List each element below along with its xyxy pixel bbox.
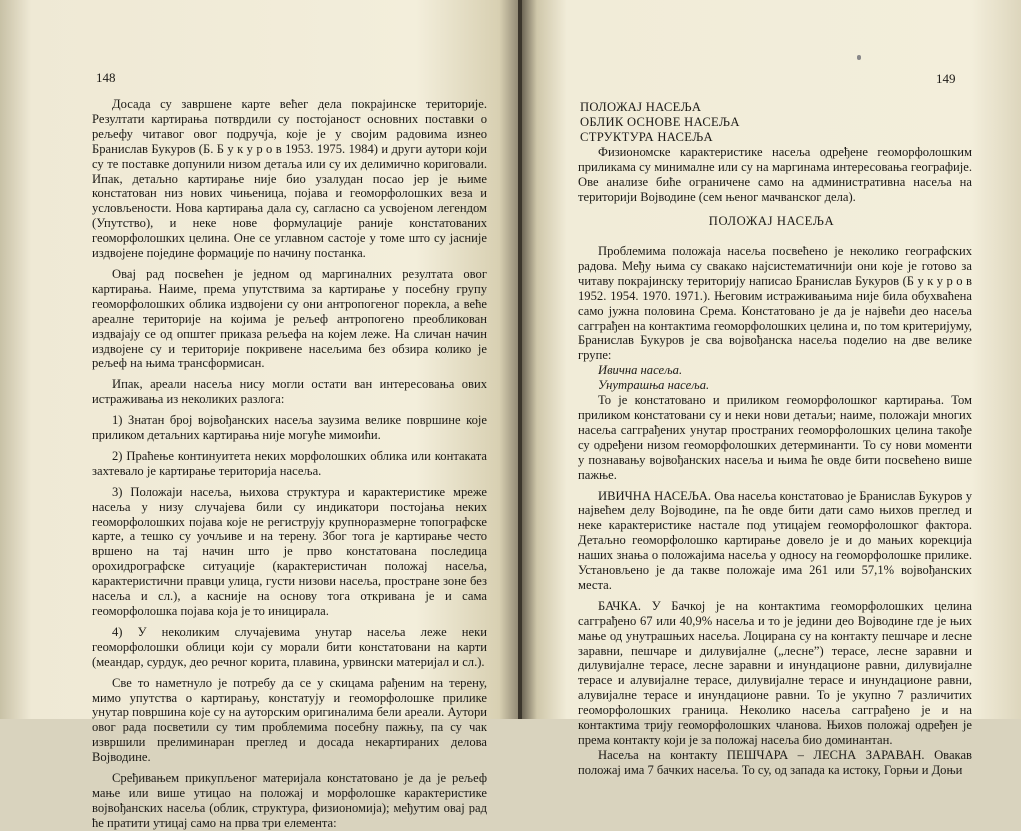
heading: ОБЛИК ОСНОВЕ НАСЕЉА: [580, 115, 740, 129]
page-number: 148: [96, 70, 116, 85]
paragraph: Физиономске карактеристике насеља одређене геоморфолошким приликама су минималне или су на маргинама интересовања географије. Ове анализе биће ограничене само на административна насеља на територији Војводине (сем њеног мачванског дела).: [578, 145, 972, 204]
heading: СТРУКТУРА НАСЕЉА: [580, 130, 713, 144]
intro-text: [578, 145, 972, 205]
left-body-text: [92, 97, 487, 831]
paragraph: Све то наметнуло је потребу да се у скицама рађеним на терену, мимо упутства о картирању, констатују и геоморфолошке прилике унутар површина које су на ауторским оригиналима бели ареали. Аутори овог рада посветили су тим проблемима посебну пажњу, па су чак извршили прелиминаран преглед и досада некартираних делова Војводине.: [92, 675, 487, 765]
list-item: Унутрашња насеља.: [598, 378, 710, 393]
list-item: 3) Положаји насеља, њихова структура и карактеристике мреже насеља у низу случајева били су индикатори постојања неких геоморфолошких појава које не региструју крупноразмерне топографске карте, а тешко су уочљиве и на терену. Због тога је картирање често вршено на тај начин што је прво констатована последица орохидрографске ситуације (карактеристичан положај насеља, карактеристични правци улица, густи низови насеља, простране зоне без насеља и сл.), а касније на основу тога откривана је и сама геоморфолошка појава која је то иницирала.: [92, 484, 487, 618]
list-item: 1) Знатан број војвођанских насеља заузима велике површине које приликом детаљних картирања није могуће мимоићи.: [92, 413, 487, 443]
paragraph: Досада су завршене карте већег дела покрајинске територије. Резултати картирања потврдили су постојаност основних поставки о рељефу читавог овог подручја, које је у својим радовима изнео Бранислав Букуров (Б. Б у к у р о в 1953. 1975. 1984) и други аутори који су те поставке допунили низом детаља или су их делимично кориговали. Ипак, детаљно картирање није био узалудан посао јер је њиме констатован низ нових чињеница, појава и геоморфолошких веза и условљености. Нова картирања дала су, сагласно са усвојеном легендом (Упутство), и неке нове формулације раније констатованих геоморфолошких целина. Оне се углавном састоје у томе што су јасније издвојене поједине формације по начину постанка.: [92, 97, 487, 261]
right-page: [522, 0, 1021, 777]
right-body-text: [578, 244, 972, 778]
heading: ПОЛОЖАЈ НАСЕЉА: [580, 100, 702, 114]
paragraph: Сређивањем прикупљеног материјала констатовано је да је рељеф мање или више утицао на положај и морфолошке карактеристике војвођанских насеља (облик, структура, физиономија); међутим овај рад ће пратити утицај само на прва три елемента:: [92, 771, 487, 830]
paragraph: Овај рад посвећен је једном од маргиналних резултата овог картирања. Наиме, према упутствима за картирање у посебну групу геоморфолошких облика издвојени су они антропогеног порекла, а веће ареалне територије на којима је рељеф антропогено преобликован издвајају се од општег приказа рељефа на којем леже. На сличан начин издвојене су и територије покривене насељима без обзира колико је рељеф на њима трансформисан.: [92, 266, 487, 371]
paragraph: БАЧКА. У Бачкој је на контактима геоморфолошких целина сагграђено 67 или 40,9% насеља и то је једини део Војводине где је њих мање од унутрашњих насеља. Лоцирана су на контакту пешчаре и лесне заравни, пешчаре и дилувијалне („лесне”) терасе, лесне заравни и дилувијалне терасе, лесне заравни и инундационе равни, дилувијалне терасе и алувијалне терасе, дилувијалне терасе и инундационе равни, алувијалне терасе и инундационе равни. То је укупно 7 различитих геоморфолошких граница. Неколико насеља сагграђено је и на контактима трију геоморфолошких чланова. Њихов положај одређен је према контакту који је за положај насеља био доминантан.: [578, 598, 972, 747]
list-item: Ивична насеља.: [598, 363, 683, 378]
paragraph: ИВИЧНА НАСЕЉА. Ова насеља констатовао је Бранислав Букуров у највећем делу Војводине, па ће овде бити дати само њихов преглед и неке карактеристике настале под утицајем геоморфолошког фактора. Детаљно геоморфолошко картирање довело је и до мањих корекција наших знања о положајима насеља у односу на геоморфолошке прилике. Установљено је да таквe положаје има 261 или 57,1% војвођанских места.: [578, 488, 972, 592]
section-title: ПОЛОЖАЈ НАСЕЉА: [708, 214, 835, 228]
paragraph: Ипак, ареали насеља нису могли остати ван интересовања ових истраживања из неколиких разлога:: [92, 377, 487, 407]
paragraph: То је констатовано и приликом геоморфолошког картирања. Том приликом констатовани су и неки нови детаљи; наиме, положаји многих насеља сагграђених унутар пространих геоморфолошких целина такође су одређени низом геоморфолошких детерминанти. То су нови моменти у познавању војвођанских насеља и њима ће овде бити посвећено више пажње.: [578, 393, 972, 482]
paragraph: Насеља на контакту ПЕШЧАРА – ЛЕСНА ЗАРАВАН. Овакав положај има 7 бачких насеља. То су, од запада ка истоку, Горњи и Доњи: [578, 747, 972, 777]
page-number: 149: [936, 71, 956, 86]
paper-mark: [857, 55, 861, 60]
list-item: 2) Праћење континуитета неких морфолошких облика или контаката захтевало је картирање територија насеља.: [92, 448, 487, 478]
chapter-headings: [580, 100, 740, 145]
list-item: 4) У неколиким случајевима унутар насеља леже неки геоморфолошки облици који су морали бити констатовани на карти (меандар, сурдук, део речног корита, плавина, урвински материјал и сл.).: [92, 624, 487, 669]
paragraph: Проблемима положаја насеља посвећено је неколико географских радова. Међу њима су свакако најсистематичнији они које је готово за читаву покрајинску територију написао Бранислав Букуров (Б у к у р о в 1952. 1954. 1970. 1971.). Његовим истраживањима није била обухваћена само јужна половина Срема. Констатовано је да је највећи део насеља сагграђен на контактима геоморфолошких целина и, по том критеријуму, Бранислав Букуров је сва војвођанска насеља поделио на две велике групе:: [578, 244, 972, 363]
